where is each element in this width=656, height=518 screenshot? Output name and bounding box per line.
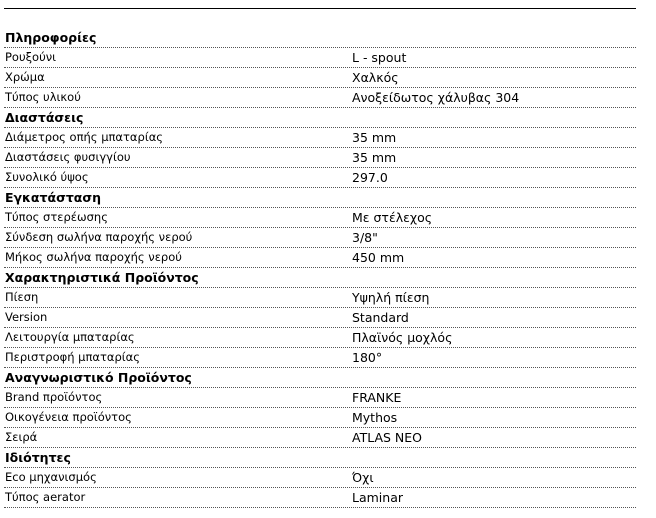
spec-row <box>4 248 636 268</box>
spec-row <box>4 328 636 348</box>
spec-value: 297.0 <box>352 170 388 185</box>
spec-value: 35 mm <box>352 150 397 165</box>
spec-row <box>4 308 636 328</box>
section-title-installation: Εγκατάσταση <box>4 188 636 208</box>
spec-row <box>4 228 636 248</box>
spec-label: Οικογένεια προϊόντος <box>5 410 132 424</box>
spec-row <box>4 488 636 508</box>
spec-label: Τύπος στερέωσης <box>5 210 108 224</box>
spec-row <box>4 408 636 428</box>
spec-value: Laminar <box>352 490 403 505</box>
spec-row <box>4 68 636 88</box>
spec-value: ATLAS NEO <box>352 430 423 445</box>
spec-label: Μήκος σωλήνα παροχής νερού <box>5 250 182 264</box>
spec-row <box>4 168 636 188</box>
spec-label: Σύνδεση σωλήνα παροχής νερού <box>5 230 193 244</box>
spec-label: Λειτουργία μπαταρίας <box>5 330 135 344</box>
spec-row <box>4 288 636 308</box>
spec-row <box>4 348 636 368</box>
spec-row <box>4 48 636 68</box>
spec-value: L - spout <box>352 50 407 65</box>
section-title-info: Πληροφορίες <box>4 28 636 48</box>
spec-label: Διαστάσεις φυσιγγίου <box>5 150 131 164</box>
spec-value: Πλαϊνός μοχλός <box>352 330 453 345</box>
spec-label: Brand προϊόντος <box>5 390 103 404</box>
spec-row <box>4 148 636 168</box>
spec-value: Όχι <box>352 470 374 485</box>
spec-row <box>4 88 636 108</box>
spec-value: Ανοξείδωτος χάλυβας 304 <box>352 90 520 105</box>
spec-value: FRANKE <box>352 390 402 405</box>
spec-label: Συνολικό ύψος <box>5 170 89 184</box>
spec-value: 3/8" <box>352 230 378 245</box>
spec-row <box>4 428 636 448</box>
spec-value: Υψηλή πίεση <box>352 290 430 305</box>
spec-row <box>4 388 636 408</box>
spec-value: 180° <box>352 350 383 365</box>
spec-label: Χρώμα <box>5 70 45 84</box>
spec-label: Περιστροφή μπαταρίας <box>5 350 140 364</box>
spec-sheet <box>4 0 636 508</box>
spec-label: Eco μηχανισμός <box>5 470 97 484</box>
spec-value: 450 mm <box>352 250 405 265</box>
spec-value: Με στέλεχος <box>352 210 433 225</box>
spec-value: 35 mm <box>352 130 397 145</box>
spec-label: Ρουξούνι <box>5 50 57 64</box>
spec-label: Διάμετρος οπής μπαταρίας <box>5 130 164 144</box>
spec-label: Version <box>5 310 48 324</box>
section-title-properties: Ιδιότητες <box>4 448 636 468</box>
spec-label: Τύπος aerator <box>5 490 86 504</box>
spec-row <box>4 128 636 148</box>
top-divider <box>4 8 636 9</box>
spec-value: Standard <box>352 310 409 325</box>
spec-value: Mythos <box>352 410 398 425</box>
spec-label: Σειρά <box>5 430 38 444</box>
section-title-dimensions: Διαστάσεις <box>4 108 636 128</box>
spec-label: Τύπος υλικού <box>5 90 81 104</box>
section-title-product-id: Αναγνωριστικό Προϊόντος <box>4 368 636 388</box>
spec-value: Χαλκός <box>352 70 399 85</box>
spec-label: Πίεση <box>5 290 39 304</box>
section-title-features: Χαρακτηριστικά Προϊόντος <box>4 268 636 288</box>
spec-row <box>4 468 636 488</box>
spec-row <box>4 208 636 228</box>
